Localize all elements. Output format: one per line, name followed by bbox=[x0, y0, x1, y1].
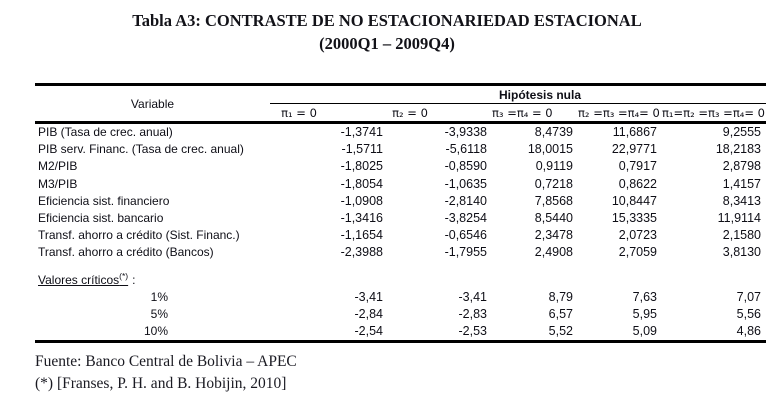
value-cell: -0,8590 bbox=[444, 159, 487, 174]
table-footer-block bbox=[35, 351, 297, 394]
seasonal-unit-root-test-table bbox=[35, 83, 766, 343]
critical-value-row bbox=[35, 323, 766, 342]
significance-level-cell bbox=[35, 323, 270, 342]
table-footnote: (*) [Franses, P. H. and B. Hobijin, 2010] bbox=[35, 374, 287, 392]
value-cell: -2,8140 bbox=[444, 193, 487, 208]
value-cell: -1,1654 bbox=[340, 228, 383, 243]
null-hypothesis-group-header: Hipótesis nula bbox=[270, 85, 766, 104]
value-cell: -1,0908 bbox=[340, 193, 383, 208]
value-cell: 8,5440 bbox=[534, 211, 573, 226]
critical-values-label-text: Valores críticos bbox=[38, 272, 120, 287]
value-cell: -0,6546 bbox=[444, 228, 487, 243]
value-cell: -3,8254 bbox=[444, 211, 487, 226]
value-cell: 7,63 bbox=[632, 289, 657, 304]
variable-cell: Eficiencia sist. bancario bbox=[38, 211, 164, 226]
table-header bbox=[35, 85, 766, 123]
value-cell: 8,3413 bbox=[722, 193, 761, 208]
value-cell: 4,86 bbox=[736, 324, 761, 339]
significance-level-cell bbox=[35, 289, 270, 306]
critical-values-footnote-marker: (*) bbox=[119, 270, 129, 281]
value-cell: 0,7917 bbox=[618, 159, 657, 174]
value-cell: 0,9119 bbox=[535, 159, 573, 174]
critical-value-row bbox=[35, 289, 766, 306]
value-cell: 15,3335 bbox=[611, 211, 657, 226]
value-cell: 7,8568 bbox=[534, 193, 573, 208]
value-cell: 2,4908 bbox=[534, 245, 573, 260]
hypothesis-header: π₂ =π₃ =π₄= 0 bbox=[578, 104, 662, 123]
value-cell: -1,8025 bbox=[340, 159, 383, 174]
table-body bbox=[35, 123, 766, 342]
table-row bbox=[35, 123, 766, 142]
value-cell: 8,4739 bbox=[534, 125, 573, 139]
table-row bbox=[35, 141, 766, 158]
value-cell: 2,1580 bbox=[722, 228, 761, 243]
statistics-table-wrap bbox=[35, 83, 766, 343]
table-row bbox=[35, 158, 766, 175]
critical-values-colon: : bbox=[132, 272, 136, 287]
value-cell: 2,7059 bbox=[618, 245, 657, 260]
variable-cell: PIB (Tasa de crec. anual) bbox=[38, 125, 173, 139]
value-cell: 11,9114 bbox=[717, 211, 761, 226]
table-row bbox=[35, 210, 766, 227]
critical-values-heading-row bbox=[35, 268, 766, 289]
table-row bbox=[35, 227, 766, 244]
value-cell: 7,07 bbox=[736, 289, 761, 304]
significance-level-cell bbox=[35, 306, 270, 323]
value-cell: -3,41 bbox=[354, 289, 383, 304]
value-cell: 8,79 bbox=[548, 289, 573, 304]
value-cell: -1,7955 bbox=[444, 245, 487, 260]
table-row bbox=[35, 193, 766, 210]
value-cell: 11,6867 bbox=[612, 125, 657, 139]
value-cell: 2,3478 bbox=[534, 228, 573, 243]
value-cell: 2,8798 bbox=[722, 159, 761, 174]
variable-cell: Transf. ahorro a crédito (Bancos) bbox=[38, 245, 214, 260]
value-cell: 3,8130 bbox=[722, 245, 761, 260]
value-cell: 5,09 bbox=[632, 324, 657, 339]
table-title-block bbox=[0, 9, 774, 55]
significance-level-label: 10% bbox=[143, 324, 168, 339]
value-cell: 9,2555 bbox=[722, 125, 761, 139]
value-cell: 22,9771 bbox=[611, 142, 657, 157]
significance-level-label: 1% bbox=[150, 289, 168, 304]
value-cell: 6,57 bbox=[548, 307, 573, 322]
value-cell: 5,95 bbox=[632, 307, 657, 322]
hypothesis-header: π₁ = 0 bbox=[270, 104, 388, 123]
value-cell: 10,8447 bbox=[611, 193, 657, 208]
variable-cell: Eficiencia sist. financiero bbox=[38, 193, 170, 208]
value-cell: 2,0723 bbox=[618, 228, 657, 243]
value-cell: -2,84 bbox=[354, 307, 383, 322]
value-cell: 18,2183 bbox=[715, 142, 761, 157]
value-cell: -1,5711 bbox=[341, 142, 383, 157]
value-cell: -1,3741 bbox=[340, 125, 383, 139]
value-cell: -2,83 bbox=[458, 307, 487, 322]
table-row bbox=[35, 176, 766, 193]
value-cell: 0,7218 bbox=[534, 176, 573, 191]
value-cell: 5,56 bbox=[736, 307, 761, 322]
table-title: Tabla A3: CONTRASTE DE NO ESTACIONARIEDAD ESTACIONAL bbox=[132, 11, 642, 30]
value-cell: 1,4157 bbox=[722, 176, 761, 191]
hypothesis-header: π₂ = 0 bbox=[388, 104, 492, 123]
value-cell: -5,6118 bbox=[445, 142, 487, 157]
table-source: Fuente: Banco Central de Bolivia – APEC bbox=[35, 353, 297, 370]
table-subtitle: (2000Q1 – 2009Q4) bbox=[319, 34, 455, 53]
value-cell: -2,54 bbox=[354, 324, 383, 339]
critical-values-label bbox=[38, 270, 129, 287]
critical-value-row bbox=[35, 306, 766, 323]
value-cell: -2,53 bbox=[458, 324, 487, 339]
hypothesis-header: π₁=π₂ =π₃ =π₄= 0 bbox=[662, 104, 766, 123]
variable-column-header: Variable bbox=[35, 85, 270, 123]
variable-cell: Transf. ahorro a crédito (Sist. Financ.) bbox=[38, 228, 240, 243]
group-header-row bbox=[35, 85, 766, 104]
value-cell: -1,8054 bbox=[340, 176, 383, 191]
hypothesis-header: π₃ =π₄ = 0 bbox=[492, 104, 578, 123]
variable-cell: M3/PIB bbox=[38, 176, 78, 191]
significance-level-label: 5% bbox=[150, 307, 168, 322]
variable-cell: PIB serv. Financ. (Tasa de crec. anual) bbox=[38, 142, 244, 157]
value-cell: -3,9338 bbox=[444, 125, 487, 139]
value-cell: -3,41 bbox=[458, 289, 487, 304]
value-cell: 18,0015 bbox=[527, 142, 573, 157]
value-cell: 5,52 bbox=[548, 324, 573, 339]
value-cell: -1,3416 bbox=[340, 211, 383, 226]
critical-values-heading-cell bbox=[35, 268, 766, 289]
value-cell: -1,0635 bbox=[444, 176, 487, 191]
table-row bbox=[35, 244, 766, 261]
value-cell: 0,8622 bbox=[618, 176, 657, 191]
variable-cell: M2/PIB bbox=[38, 159, 78, 174]
value-cell: -2,3988 bbox=[340, 245, 383, 260]
